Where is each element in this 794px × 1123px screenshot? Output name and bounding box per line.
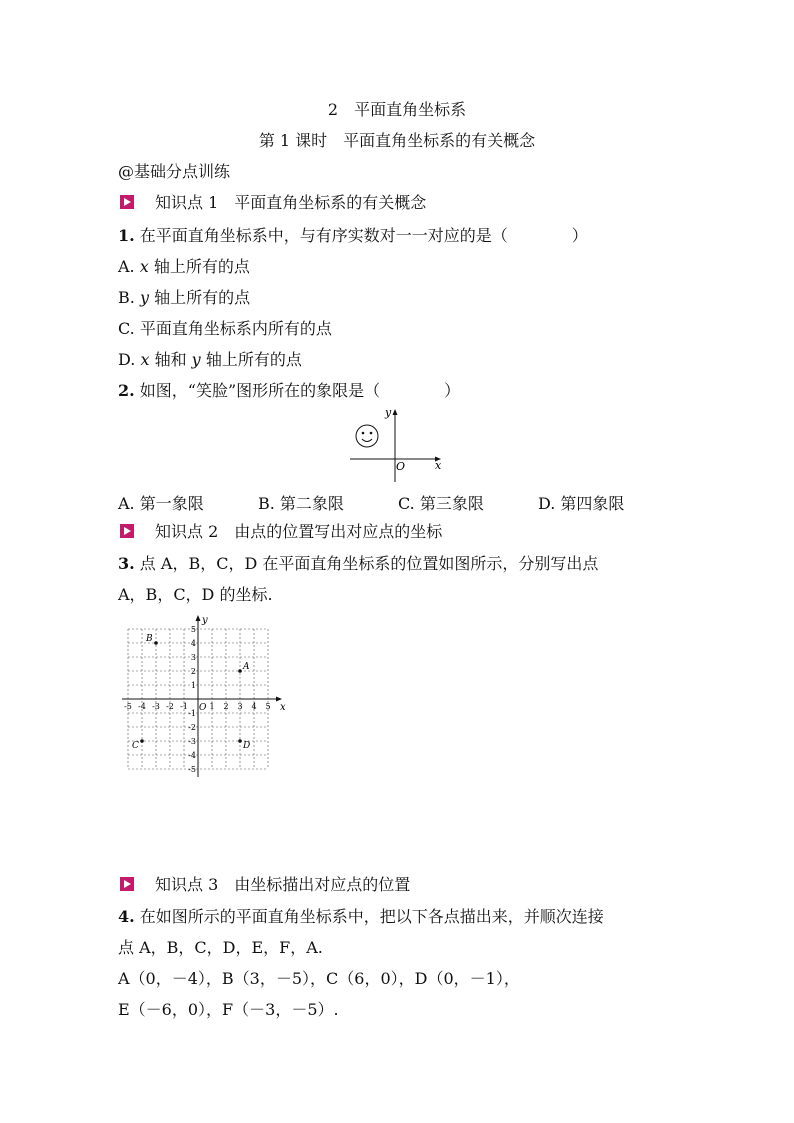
point-d-marker: [238, 739, 242, 743]
y-tick-label: 2: [190, 667, 196, 676]
y-tick-label: 1: [190, 681, 196, 690]
kp2-title: 知识点 2 由点的位置写出对应点的坐标: [155, 522, 443, 541]
option-label: B.: [118, 288, 135, 307]
x-tick-label: 3: [237, 702, 243, 711]
q1-option-b: [118, 288, 250, 308]
smiley-face-icon: [356, 425, 378, 447]
q3-text-line1: 点 A，B，C，D 在平面直角坐标系的位置如图所示，分别写出点: [139, 554, 599, 573]
x-tick-label: -5: [124, 702, 132, 711]
question-4: [118, 907, 604, 927]
option-var: x: [140, 350, 150, 369]
y-axis-label: y: [385, 406, 392, 419]
q4-line4: E（－6，0），F（－3，－5）.: [118, 1000, 339, 1019]
x-tick-label: -3: [152, 702, 160, 711]
q1-number: 1.: [118, 226, 135, 245]
origin-label: O: [199, 703, 207, 713]
play-marker-icon: [120, 195, 134, 209]
q3-text-line2: A，B，C，D 的坐标.: [118, 585, 273, 604]
q4-line2: 点 A，B，C，D，E，F，A.: [118, 938, 323, 957]
q2-option-b: B. 第二象限: [258, 494, 344, 513]
y-tick-label: -1: [188, 709, 196, 718]
y-tick-label: -5: [188, 765, 196, 774]
x-axis-arrow-icon: [276, 697, 282, 702]
y-tick-label: -3: [188, 737, 196, 746]
point-c-label: C: [132, 741, 139, 751]
x-tick-label: 1: [209, 702, 215, 711]
option-text: 平面直角坐标系内所有的点: [139, 319, 332, 338]
point-b-marker: [154, 641, 158, 645]
x-tick-label: -2: [166, 702, 174, 711]
y-tick-label: 5: [190, 625, 196, 634]
q2-option-d: D. 第四象限: [538, 494, 625, 513]
period-title: 第 1 课时 平面直角坐标系的有关概念: [258, 131, 536, 150]
question-2: [118, 381, 460, 401]
q4-number: 4.: [118, 907, 135, 926]
coordinate-grid-figure: [112, 607, 292, 785]
option-text: 轴上所有的点: [154, 288, 251, 307]
y-axis-arrow-icon: [393, 409, 398, 415]
y-tick-label: 3: [190, 653, 196, 662]
option-var: x: [139, 257, 149, 276]
y-axis-arrow-icon: [196, 615, 201, 621]
option-text: 轴上所有的点: [205, 350, 302, 369]
kp3-title: 知识点 3 由坐标描出对应点的位置: [155, 875, 411, 894]
play-marker-icon: [120, 877, 134, 891]
smiley-axes-figure: [345, 404, 445, 486]
y-tick-label: 4: [190, 639, 196, 648]
q1-text: 在平面直角坐标系中，与有序实数对一一对应的是（ ）: [139, 226, 588, 245]
option-mid: 轴和: [154, 350, 187, 369]
q4-line3: A（0，－4），B（3，－5），C（6，0），D（0，－1），: [118, 969, 520, 988]
kp1-title: 知识点 1 平面直角坐标系的有关概念: [155, 193, 427, 212]
q2-option-a: A. 第一象限: [118, 494, 204, 513]
point-b-label: B: [146, 634, 153, 644]
point-a-marker: [238, 669, 242, 673]
q2-option-c: C. 第三象限: [398, 494, 484, 513]
point-d-label: D: [243, 741, 251, 751]
point-c-marker: [140, 739, 144, 743]
y-axis-label: y: [202, 615, 208, 626]
x-tick-label: -4: [138, 702, 146, 711]
point-a-label: A: [243, 662, 250, 672]
q3-number: 3.: [118, 554, 135, 573]
x-tick-label: 5: [265, 702, 271, 711]
section-label: @基础分点训练: [118, 162, 231, 181]
option-label: D.: [118, 350, 136, 369]
y-tick-label: -2: [188, 723, 196, 732]
q1-option-c: [118, 319, 332, 339]
x-tick-label: -1: [180, 702, 188, 711]
lesson-title: 2 平面直角坐标系: [327, 100, 467, 119]
x-tick-label: 2: [223, 702, 229, 711]
q2-text: 如图，“笑脸”图形所在的象限是（ ）: [139, 381, 461, 400]
option-text: 轴上所有的点: [153, 257, 250, 276]
option-label: C.: [118, 319, 135, 338]
option-var2: y: [191, 350, 201, 369]
x-axis-label: x: [435, 459, 442, 472]
question-1: [118, 226, 588, 246]
q2-number: 2.: [118, 381, 135, 400]
option-var: y: [139, 288, 149, 307]
q1-option-d: [118, 350, 302, 370]
q4-line1: 在如图所示的平面直角坐标系中，把以下各点描出来，并顺次连接: [139, 907, 604, 926]
q1-option-a: [118, 257, 250, 277]
x-tick-label: 4: [251, 702, 257, 711]
question-3: [118, 554, 598, 574]
play-marker-icon: [120, 524, 134, 538]
origin-label: O: [396, 460, 406, 473]
y-tick-label: -4: [188, 751, 196, 760]
x-axis-label: x: [280, 702, 286, 713]
option-label: A.: [118, 257, 135, 276]
